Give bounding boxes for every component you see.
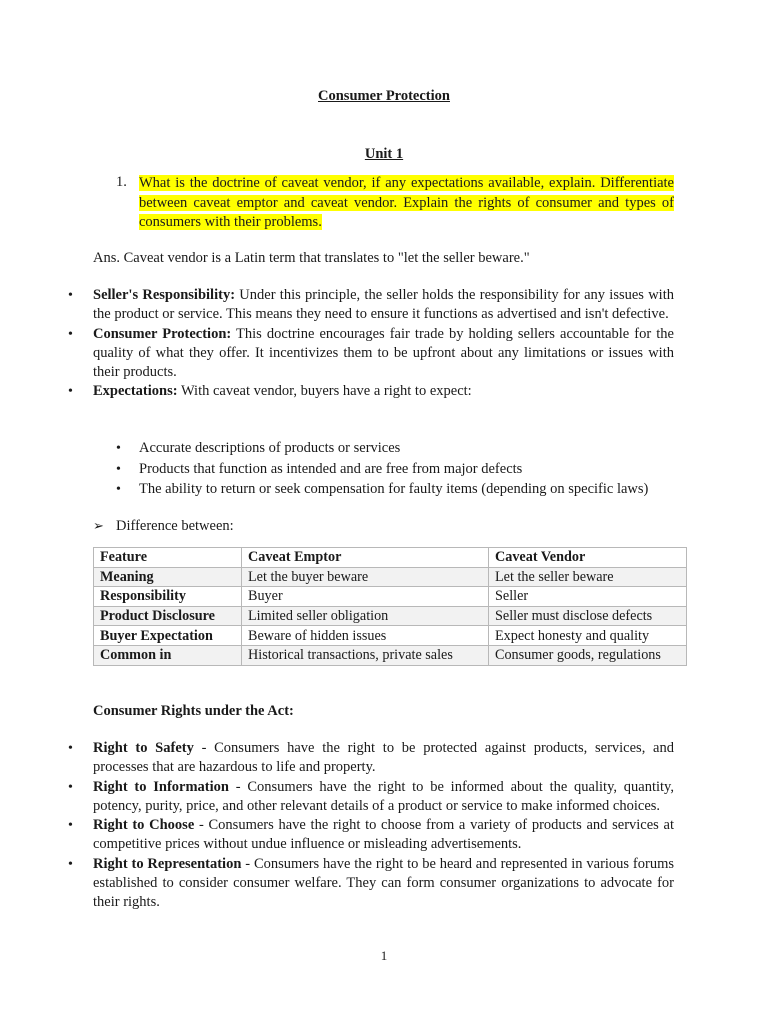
table-row xyxy=(94,567,687,587)
bullet-dot-icon: • xyxy=(68,326,73,342)
right-text: - Consumers have the right to be heard and represented in various forums established to consider consumer welfare. They can form consumer organizations to advocate for their rights. xyxy=(93,855,674,911)
bullet-dot-icon: • xyxy=(116,441,121,456)
list-item xyxy=(0,460,674,480)
question-number: 1. xyxy=(116,174,127,190)
table-cell: Seller must disclose defects xyxy=(489,606,687,626)
expectation-text: The ability to return or seek compensation for faulty items (depending on specific laws) xyxy=(139,481,649,497)
table-row xyxy=(94,606,687,626)
bullet-dot-icon: • xyxy=(68,288,73,303)
list-item xyxy=(0,739,674,778)
bullet-dot-icon: • xyxy=(116,482,121,497)
table-cell: Common in xyxy=(94,645,242,665)
table-cell: Expect honesty and quality xyxy=(489,626,687,646)
table-cell: Seller xyxy=(489,587,687,607)
bullet-label: Seller's Responsibility: xyxy=(93,287,236,303)
table-cell: Meaning xyxy=(94,567,242,587)
table-header-cell: Feature xyxy=(94,548,242,568)
table-cell: Limited seller obligation xyxy=(242,606,489,626)
list-item xyxy=(0,480,674,500)
expectation-text: Products that function as intended and are free from major defects xyxy=(139,460,523,477)
right-label: Right to Information xyxy=(93,778,229,795)
table-cell: Beware of hidden issues xyxy=(242,626,489,646)
expectation-text: Accurate descriptions of products or services xyxy=(139,440,401,456)
difference-text: Difference between: xyxy=(116,518,234,534)
table-cell: Buyer Expectation xyxy=(94,626,242,646)
table-cell: Product Disclosure xyxy=(94,606,242,626)
list-item xyxy=(0,816,674,855)
list-item xyxy=(0,325,674,383)
list-item xyxy=(0,439,674,459)
list-item xyxy=(0,382,674,401)
doctrine-bullet-list xyxy=(0,286,768,402)
bullet-dot-icon: • xyxy=(68,384,73,400)
bullet-dot-icon: • xyxy=(68,741,73,756)
bullet-dot-icon: • xyxy=(68,818,73,834)
bullet-dot-icon: • xyxy=(116,461,121,477)
difference-label xyxy=(93,518,234,535)
table-cell: Buyer xyxy=(242,587,489,607)
document-title: Consumer Protection xyxy=(318,88,450,104)
comparison-table xyxy=(93,547,687,666)
table-cell: Consumer goods, regulations xyxy=(489,645,687,665)
bullet-text: Under this principle, the seller holds the responsibility for any issues with the product or service. This means they need to ensure it functions as advertised and isn't defective. xyxy=(93,287,674,323)
right-label: Right to Safety xyxy=(93,740,194,756)
answer-intro: Ans. Caveat vendor is a Latin term that translates to "let the seller beware." xyxy=(93,250,530,266)
question-text xyxy=(139,174,674,233)
table-cell: Let the seller beware xyxy=(489,567,687,587)
bullet-label: Expectations: xyxy=(93,383,178,400)
arrow-right-icon: ➢ xyxy=(93,518,104,533)
rights-list xyxy=(0,739,768,913)
bullet-dot-icon: • xyxy=(68,779,73,795)
bullet-text: This doctrine encourages fair trade by holding sellers accountable for the quality of what they offer. It incentivizes them to be upfront about any limitations or issues with their products. xyxy=(93,325,674,381)
table-header-cell: Caveat Vendor xyxy=(489,548,687,568)
table-cell: Responsibility xyxy=(94,587,242,607)
table-cell: Let the buyer beware xyxy=(242,567,489,587)
table-cell: Historical transactions, private sales xyxy=(242,645,489,665)
table-header-row xyxy=(94,548,687,568)
table-row xyxy=(94,587,687,607)
table-row xyxy=(94,626,687,646)
right-label: Right to Choose xyxy=(93,817,195,834)
bullet-label: Consumer Protection: xyxy=(93,325,232,342)
right-text: - Consumers have the right to be informed about the quality, quantity, potency, purity, price, and other relevant details of a product or service to make informed choices. xyxy=(93,778,674,814)
list-item xyxy=(0,286,674,325)
table-row xyxy=(94,645,687,665)
right-label: Right to Representation xyxy=(93,855,242,872)
unit-heading: Unit 1 xyxy=(364,146,404,162)
question-highlight: What is the doctrine of caveat vendor, if any expectations available, explain. Differentiate between caveat emptor and caveat vendor. Explain the rights of consumer and types of consumers with their problems. xyxy=(139,175,674,230)
right-text: - Consumers have the right to be protected against products, services, and processes that are hazardous to life and property. xyxy=(93,740,674,776)
right-text: - Consumers have the right to choose from a variety of products and services at competitive prices without undue influence or misleading advertisements. xyxy=(93,817,674,853)
list-item xyxy=(0,778,674,817)
bullet-text: With caveat vendor, buyers have a right to expect: xyxy=(177,383,472,400)
list-item xyxy=(0,855,674,913)
bullet-dot-icon: • xyxy=(68,856,73,872)
page-number: 1 xyxy=(380,948,388,963)
expectations-list xyxy=(0,439,768,501)
table-header-cell: Caveat Emptor xyxy=(242,548,489,568)
rights-heading: Consumer Rights under the Act: xyxy=(93,703,294,719)
